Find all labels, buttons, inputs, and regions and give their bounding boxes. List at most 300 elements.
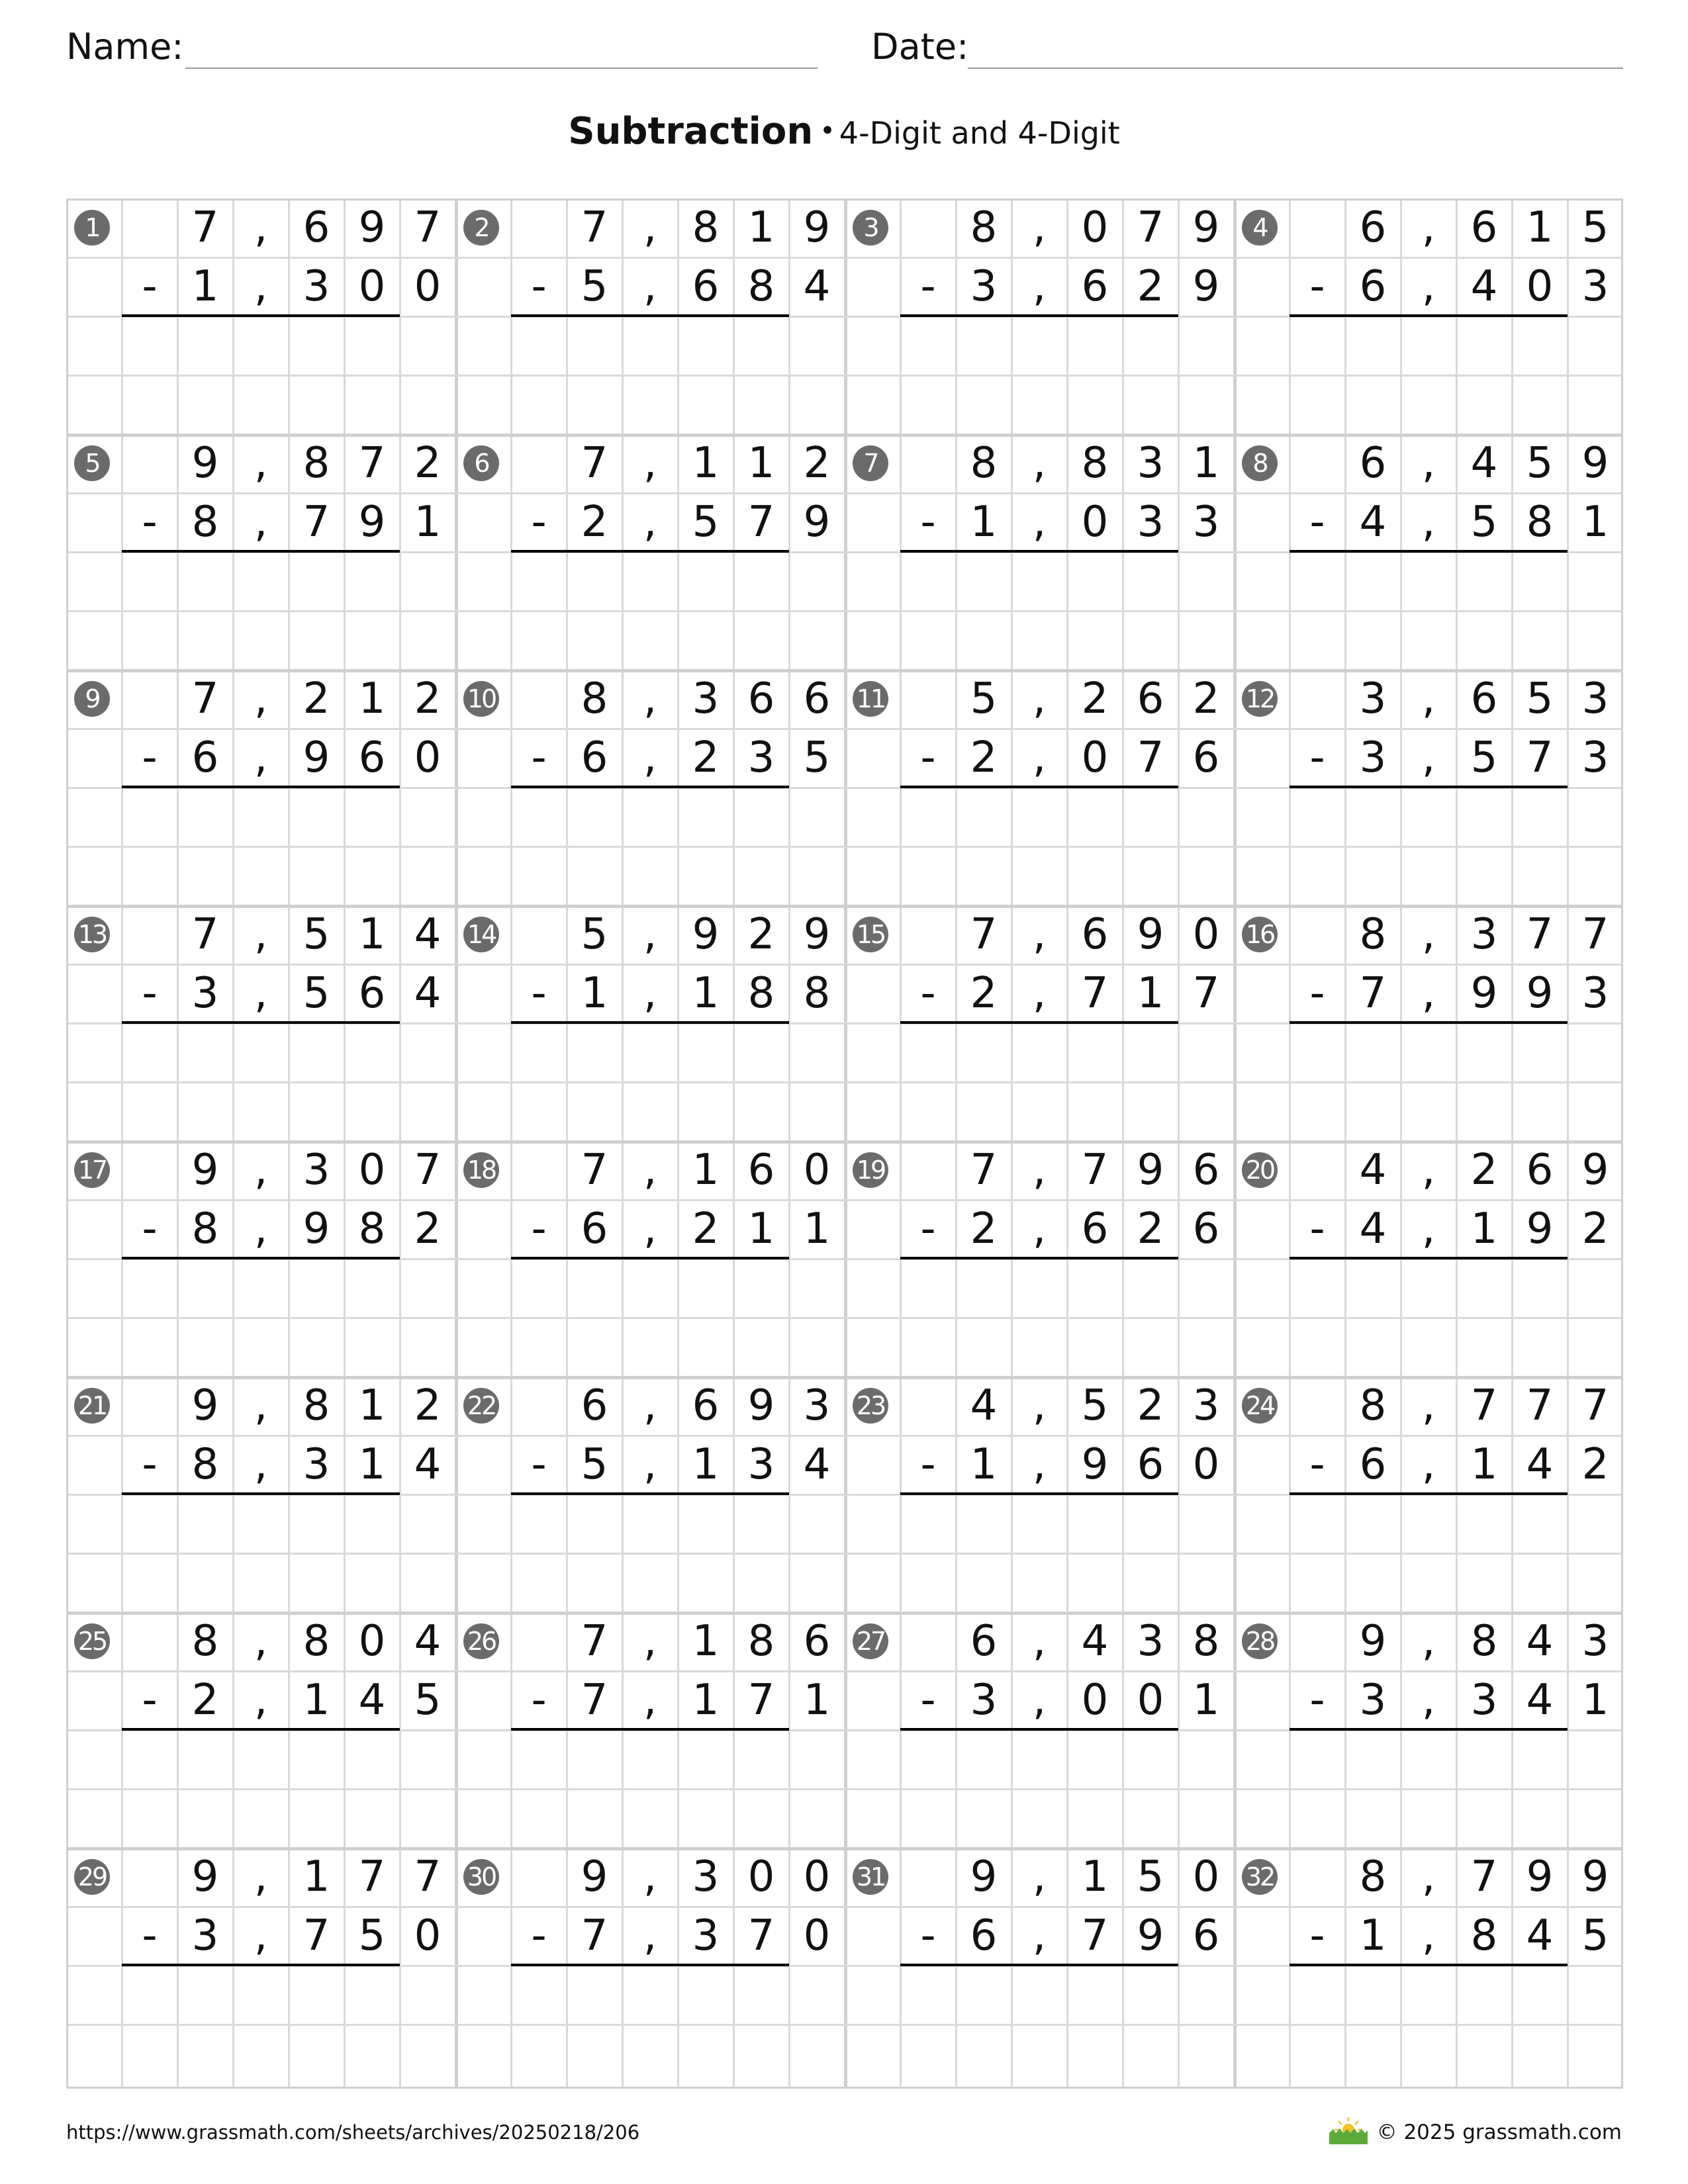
minuend-digit: 6 xyxy=(747,1146,775,1195)
subtrahend-digit: 6 xyxy=(1192,1911,1220,1960)
minuend-digit: 3 xyxy=(1581,674,1609,723)
minus-sign: - xyxy=(531,733,547,782)
minuend-digit: 5 xyxy=(303,910,330,959)
answer-area[interactable] xyxy=(122,846,400,905)
minuend-digit: 6 xyxy=(1137,674,1164,723)
minuend-digit: 3 xyxy=(303,1146,330,1195)
minuend-digit: 6 xyxy=(581,1381,608,1430)
answer-area[interactable] xyxy=(122,375,400,434)
answer-area[interactable] xyxy=(1289,1494,1568,1553)
problem-number-badge: 23 xyxy=(853,1388,888,1424)
subtrahend-digit: , xyxy=(1421,262,1436,311)
subtrahend-digit: 1 xyxy=(358,1440,386,1489)
minuend-digit: 1 xyxy=(747,203,775,252)
answer-area[interactable] xyxy=(900,788,1178,846)
subtrahend-digit: 3 xyxy=(1192,498,1220,547)
subtrahend-digit: 4 xyxy=(358,1676,386,1725)
answer-area[interactable] xyxy=(122,1966,400,2025)
minuend-digit: , xyxy=(254,1146,268,1195)
subtrahend-digit: 2 xyxy=(414,1205,442,1253)
minuend-digit: 7 xyxy=(1526,1381,1554,1430)
problem-number-badge: 5 xyxy=(74,445,110,481)
subtrahend-digit: , xyxy=(1032,969,1047,1018)
minuend-digit: , xyxy=(254,1617,268,1666)
subtrahend-digit: , xyxy=(1032,1205,1047,1253)
subtrahend-digit: , xyxy=(1032,1676,1047,1725)
answer-area[interactable] xyxy=(511,1494,789,1553)
minuend-digit: , xyxy=(1032,1852,1047,1901)
answer-area[interactable] xyxy=(900,1966,1178,2025)
minuend-digit: 1 xyxy=(692,1146,720,1195)
subtrahend-digit: , xyxy=(1421,498,1436,547)
subtrahend-digit: 5 xyxy=(1470,498,1498,547)
minuend-digit: , xyxy=(1421,1617,1436,1666)
answer-area[interactable] xyxy=(122,1789,400,1848)
minuend-digit: 7 xyxy=(581,1617,608,1666)
minuend-digit: , xyxy=(1032,1617,1047,1666)
problem-number-badge: 13 xyxy=(74,917,110,952)
subtrahend-digit: 2 xyxy=(1581,1205,1609,1253)
subtrahend-digit: 3 xyxy=(970,1676,998,1725)
minuend-digit: 9 xyxy=(1137,1146,1164,1195)
subtrahend-digit: 8 xyxy=(747,969,775,1018)
minus-sign: - xyxy=(142,733,158,782)
problem-grid xyxy=(66,199,1623,2089)
minuend-digit: 9 xyxy=(1581,1852,1609,1901)
minuend-digit: 9 xyxy=(191,1381,219,1430)
minus-sign: - xyxy=(142,1205,158,1253)
subtrahend-digit: 8 xyxy=(191,1205,219,1253)
subtrahend-digit: 8 xyxy=(1470,1911,1498,1960)
answer-area[interactable] xyxy=(900,552,1178,611)
subtrahend-digit: , xyxy=(643,733,657,782)
minuend-digit: 6 xyxy=(1470,674,1498,723)
minuend-digit: , xyxy=(254,674,268,723)
subtrahend-digit: 8 xyxy=(747,262,775,311)
problem-number-badge: 12 xyxy=(1242,681,1278,717)
subtrahend-digit: 5 xyxy=(803,733,831,782)
minuend-digit: 3 xyxy=(803,1381,831,1430)
answer-area[interactable] xyxy=(900,2025,1178,2083)
title-separator: • xyxy=(820,116,835,146)
answer-area[interactable] xyxy=(1289,1553,1568,1612)
subtrahend-digit: 0 xyxy=(1526,262,1554,311)
answer-area[interactable] xyxy=(122,1318,400,1377)
subtrahend-digit: , xyxy=(254,498,268,547)
answer-area[interactable] xyxy=(511,1023,789,1082)
subtrahend-digit: 0 xyxy=(1192,1440,1220,1489)
problem-number-badge: 22 xyxy=(463,1388,499,1424)
subtrahend-digit: , xyxy=(1032,1440,1047,1489)
minuend-digit: 7 xyxy=(581,1146,608,1195)
minuend-digit: 9 xyxy=(747,1381,775,1430)
answer-area[interactable] xyxy=(511,1553,789,1612)
answer-area[interactable] xyxy=(511,846,789,905)
minuend-digit: 0 xyxy=(747,1852,775,1901)
answer-area[interactable] xyxy=(900,846,1178,905)
subtrahend-digit: 7 xyxy=(581,1911,608,1960)
minuend-digit: 1 xyxy=(1526,203,1554,252)
subtrahend-digit: 5 xyxy=(581,1440,608,1489)
subtrahend-digit: 3 xyxy=(970,262,998,311)
subtrahend-digit: 2 xyxy=(970,1205,998,1253)
subtrahend-digit: 7 xyxy=(303,1911,330,1960)
title-subtitle: 4-Digit and 4-Digit xyxy=(839,115,1120,151)
answer-area[interactable] xyxy=(122,1023,400,1082)
answer-area[interactable] xyxy=(900,316,1178,375)
subtrahend-digit: 9 xyxy=(303,733,330,782)
minuend-digit: 7 xyxy=(1137,203,1164,252)
subtrahend-digit: 4 xyxy=(1470,262,1498,311)
minuend-digit: , xyxy=(254,1381,268,1430)
answer-area[interactable] xyxy=(122,1259,400,1318)
subtrahend-digit: 6 xyxy=(358,733,386,782)
subtrahend-digit: 9 xyxy=(1526,969,1554,1018)
subtrahend-digit: 8 xyxy=(191,1440,219,1489)
answer-area[interactable] xyxy=(900,1494,1178,1553)
subtrahend-digit: , xyxy=(254,969,268,1018)
minuend-digit: 0 xyxy=(1192,1852,1220,1901)
subtrahend-digit: , xyxy=(254,262,268,311)
answer-area[interactable] xyxy=(511,1789,789,1848)
subtrahend-digit: 1 xyxy=(414,498,442,547)
minuend-digit: 8 xyxy=(303,1617,330,1666)
subtrahend-digit: 1 xyxy=(1137,969,1164,1018)
minuend-digit: , xyxy=(1032,1146,1047,1195)
subtrahend-digit: 5 xyxy=(1470,733,1498,782)
subtrahend-digit: , xyxy=(1421,1911,1436,1960)
subtrahend-digit: , xyxy=(254,1911,268,1960)
minus-sign: - xyxy=(920,262,936,311)
minuend-digit: 9 xyxy=(581,1852,608,1901)
subtrahend-digit: 7 xyxy=(1192,969,1220,1018)
minuend-digit: , xyxy=(643,1146,657,1195)
minuend-digit: 5 xyxy=(1581,203,1609,252)
minuend-digit: 0 xyxy=(1081,203,1109,252)
minus-sign: - xyxy=(531,1911,547,1960)
minuend-digit: , xyxy=(1421,203,1436,252)
subtrahend-digit: 9 xyxy=(803,498,831,547)
answer-area[interactable] xyxy=(1289,1082,1568,1141)
minuend-digit: 4 xyxy=(414,910,442,959)
subtrahend-digit: , xyxy=(643,1440,657,1489)
subtrahend-digit: 1 xyxy=(191,262,219,311)
subtrahend-digit: 4 xyxy=(1359,1205,1387,1253)
subtrahend-digit: 0 xyxy=(1081,733,1109,782)
subtrahend-digit: 6 xyxy=(1192,733,1220,782)
answer-area[interactable] xyxy=(1289,788,1568,846)
minuend-digit: 8 xyxy=(1359,1852,1387,1901)
minuend-digit: 9 xyxy=(803,910,831,959)
minuend-digit: 2 xyxy=(414,439,442,488)
name-line[interactable] xyxy=(185,68,818,69)
subtrahend-digit: 1 xyxy=(970,1440,998,1489)
minuend-digit: , xyxy=(1032,910,1047,959)
minuend-digit: 0 xyxy=(803,1852,831,1901)
minuend-digit: 9 xyxy=(1581,1146,1609,1195)
subtrahend-digit: , xyxy=(1421,1205,1436,1253)
subtrahend-digit: 0 xyxy=(414,1911,442,1960)
answer-area[interactable] xyxy=(1289,552,1568,611)
minuend-digit: 6 xyxy=(747,674,775,723)
minuend-digit: 6 xyxy=(803,674,831,723)
answer-area[interactable] xyxy=(122,552,400,611)
minuend-digit: 3 xyxy=(1470,910,1498,959)
subtrahend-digit: 5 xyxy=(1581,1911,1609,1960)
subtrahend-digit: 3 xyxy=(1581,262,1609,311)
subtrahend-digit: , xyxy=(254,1205,268,1253)
subtrahend-digit: 3 xyxy=(1359,1676,1387,1725)
answer-area[interactable] xyxy=(1289,375,1568,434)
minuend-digit: 1 xyxy=(747,439,775,488)
minuend-digit: , xyxy=(643,674,657,723)
minuend-digit: 1 xyxy=(1192,439,1220,488)
minus-sign: - xyxy=(920,1205,936,1253)
minuend-digit: 8 xyxy=(1470,1617,1498,1666)
subtrahend-digit: , xyxy=(1421,1676,1436,1725)
problem-number-badge: 26 xyxy=(463,1623,499,1659)
minuend-digit: 8 xyxy=(1192,1617,1220,1666)
minus-sign: - xyxy=(531,262,547,311)
subtrahend-digit: 1 xyxy=(1581,498,1609,547)
minuend-digit: , xyxy=(1421,439,1436,488)
answer-area[interactable] xyxy=(900,1553,1178,1612)
answer-area[interactable] xyxy=(1289,2025,1568,2083)
answer-area[interactable] xyxy=(900,611,1178,670)
problem-number-badge: 14 xyxy=(463,917,499,952)
subtrahend-digit: , xyxy=(1421,733,1436,782)
answer-area[interactable] xyxy=(511,1966,789,2025)
subtrahend-digit: 3 xyxy=(303,1440,330,1489)
date-line[interactable] xyxy=(968,68,1623,69)
answer-area[interactable] xyxy=(122,788,400,846)
minus-sign: - xyxy=(1309,1205,1325,1253)
subtrahend-digit: 4 xyxy=(414,969,442,1018)
minuend-digit: , xyxy=(254,203,268,252)
answer-area[interactable] xyxy=(900,1789,1178,1848)
minuend-digit: , xyxy=(1032,203,1047,252)
answer-area[interactable] xyxy=(511,1259,789,1318)
minuend-digit: , xyxy=(1421,1381,1436,1430)
minus-sign: - xyxy=(920,1676,936,1725)
problem-number-badge: 29 xyxy=(74,1859,110,1895)
minus-sign: - xyxy=(1309,498,1325,547)
subtrahend-digit: 5 xyxy=(414,1676,442,1725)
subtrahend-digit: 1 xyxy=(692,1440,720,1489)
subtrahend-digit: 2 xyxy=(1137,262,1164,311)
subtrahend-digit: 0 xyxy=(1137,1676,1164,1725)
subtrahend-digit: , xyxy=(1032,1911,1047,1960)
problem-number-badge: 30 xyxy=(463,1859,499,1895)
minuend-digit: 4 xyxy=(1081,1617,1109,1666)
minuend-digit: 9 xyxy=(358,203,386,252)
minus-sign: - xyxy=(531,1205,547,1253)
subtrahend-digit: 1 xyxy=(803,1676,831,1725)
title-main: Subtraction xyxy=(568,110,814,153)
subtrahend-digit: 2 xyxy=(692,1205,720,1253)
answer-area[interactable] xyxy=(511,611,789,670)
answer-area[interactable] xyxy=(900,1023,1178,1082)
minuend-digit: , xyxy=(643,439,657,488)
problem-number-badge: 20 xyxy=(1242,1152,1278,1188)
answer-area[interactable] xyxy=(122,611,400,670)
minuend-digit: , xyxy=(643,910,657,959)
answer-area[interactable] xyxy=(900,1259,1178,1318)
minuend-digit: 0 xyxy=(803,1146,831,1195)
answer-area[interactable] xyxy=(511,2025,789,2083)
minuend-digit: , xyxy=(1421,674,1436,723)
subtrahend-digit: 9 xyxy=(1470,969,1498,1018)
footer-url[interactable]: https://www.grassmath.com/sheets/archives/20250218/206 xyxy=(66,2121,640,2144)
subtrahend-digit: 4 xyxy=(1526,1440,1554,1489)
minuend-digit: 7 xyxy=(581,203,608,252)
minus-sign: - xyxy=(142,262,158,311)
minus-sign: - xyxy=(531,498,547,547)
answer-area[interactable] xyxy=(1289,1966,1568,2025)
subtrahend-digit: , xyxy=(643,1911,657,1960)
minuend-digit: 1 xyxy=(358,674,386,723)
minuend-digit: 3 xyxy=(1359,674,1387,723)
subtrahend-digit: 2 xyxy=(581,498,608,547)
subtrahend-digit: 1 xyxy=(581,969,608,1018)
answer-area[interactable] xyxy=(1289,1259,1568,1318)
answer-area[interactable] xyxy=(900,1082,1178,1141)
answer-area[interactable] xyxy=(511,316,789,375)
subtrahend-digit: 8 xyxy=(803,969,831,1018)
minuend-digit: 2 xyxy=(1137,1381,1164,1430)
subtrahend-digit: 2 xyxy=(970,733,998,782)
minuend-digit: 9 xyxy=(1526,1852,1554,1901)
subtrahend-digit: 1 xyxy=(1192,1676,1220,1725)
answer-area[interactable] xyxy=(122,1730,400,1789)
subtrahend-digit: 1 xyxy=(747,1205,775,1253)
answer-area[interactable] xyxy=(122,2025,400,2083)
subtrahend-digit: 1 xyxy=(1359,1911,1387,1960)
subtrahend-digit: 7 xyxy=(747,498,775,547)
minus-sign: - xyxy=(1309,1440,1325,1489)
subtrahend-digit: 5 xyxy=(358,1911,386,1960)
answer-area[interactable] xyxy=(511,552,789,611)
answer-area[interactable] xyxy=(511,1318,789,1377)
answer-area[interactable] xyxy=(1289,1023,1568,1082)
minuend-digit: 8 xyxy=(692,203,720,252)
problem-number-badge: 6 xyxy=(463,445,499,481)
minuend-digit: , xyxy=(643,1617,657,1666)
minuend-digit: 2 xyxy=(414,1381,442,1430)
minuend-digit: 1 xyxy=(303,1852,330,1901)
minuend-digit: , xyxy=(254,439,268,488)
minuend-digit: 5 xyxy=(1137,1852,1164,1901)
subtrahend-digit: 2 xyxy=(1581,1440,1609,1489)
subtrahend-digit: 6 xyxy=(191,733,219,782)
minuend-digit: , xyxy=(643,1381,657,1430)
answer-area[interactable] xyxy=(1289,611,1568,670)
subtrahend-digit: 3 xyxy=(1470,1676,1498,1725)
answer-area[interactable] xyxy=(900,1730,1178,1789)
minuend-digit: 9 xyxy=(803,203,831,252)
minus-sign: - xyxy=(1309,262,1325,311)
minus-sign: - xyxy=(920,733,936,782)
subtrahend-digit: 7 xyxy=(1526,733,1554,782)
minuend-digit: 0 xyxy=(358,1146,386,1195)
subtrahend-digit: 7 xyxy=(1081,1911,1109,1960)
subtrahend-digit: 6 xyxy=(1359,1440,1387,1489)
minus-sign: - xyxy=(920,1911,936,1960)
minuend-digit: 8 xyxy=(303,1381,330,1430)
answer-area[interactable] xyxy=(1289,1730,1568,1789)
minuend-digit: 9 xyxy=(191,1146,219,1195)
minuend-digit: 4 xyxy=(1359,1146,1387,1195)
problem-number-badge: 28 xyxy=(1242,1623,1278,1659)
answer-area[interactable] xyxy=(511,788,789,846)
minuend-digit: 3 xyxy=(1137,439,1164,488)
answer-area[interactable] xyxy=(122,1553,400,1612)
minuend-digit: 4 xyxy=(1470,439,1498,488)
minuend-digit: 6 xyxy=(692,1381,720,1430)
answer-area[interactable] xyxy=(1289,316,1568,375)
problem-number-badge: 2 xyxy=(463,210,499,246)
subtrahend-digit: 9 xyxy=(1526,1205,1554,1253)
minuend-digit: 7 xyxy=(1581,1381,1609,1430)
minuend-digit: 7 xyxy=(1470,1381,1498,1430)
subtrahend-digit: , xyxy=(1032,733,1047,782)
problem-number-badge: 4 xyxy=(1242,210,1278,246)
minus-sign: - xyxy=(1309,1676,1325,1725)
footer-copyright: © 2025 grassmath.com xyxy=(1376,2120,1622,2144)
worksheet-title xyxy=(0,105,1688,167)
minuend-digit: 5 xyxy=(581,910,608,959)
minuend-digit: , xyxy=(1421,1146,1436,1195)
subtrahend-digit: 1 xyxy=(803,1205,831,1253)
answer-area[interactable] xyxy=(511,375,789,434)
name-label: Name: xyxy=(66,26,184,68)
minuend-digit: 2 xyxy=(803,439,831,488)
minus-sign: - xyxy=(531,1676,547,1725)
minuend-digit: , xyxy=(254,910,268,959)
minuend-digit: 8 xyxy=(970,439,998,488)
minus-sign: - xyxy=(142,1911,158,1960)
minuend-digit: 2 xyxy=(1081,674,1109,723)
problem-number-badge: 17 xyxy=(74,1152,110,1188)
answer-area[interactable] xyxy=(900,1318,1178,1377)
answer-area[interactable] xyxy=(1289,846,1568,905)
subtrahend-digit: , xyxy=(1421,1440,1436,1489)
subtrahend-digit: 3 xyxy=(303,262,330,311)
answer-area[interactable] xyxy=(1289,1318,1568,1377)
answer-area[interactable] xyxy=(122,1494,400,1553)
minuend-digit: 1 xyxy=(1081,1852,1109,1901)
subtrahend-digit: 0 xyxy=(1081,498,1109,547)
minuend-digit: 7 xyxy=(970,1146,998,1195)
answer-area[interactable] xyxy=(900,375,1178,434)
minuend-digit: 4 xyxy=(970,1381,998,1430)
minuend-digit: 6 xyxy=(1192,1146,1220,1195)
answer-area[interactable] xyxy=(1289,1789,1568,1848)
subtrahend-digit: 5 xyxy=(303,969,330,1018)
answer-area[interactable] xyxy=(511,1082,789,1141)
problem-number-badge: 9 xyxy=(74,681,110,717)
subtrahend-digit: 6 xyxy=(358,969,386,1018)
subtrahend-digit: 1 xyxy=(303,1676,330,1725)
minuend-digit: 3 xyxy=(1137,1617,1164,1666)
subtrahend-digit: 6 xyxy=(692,262,720,311)
subtrahend-digit: 3 xyxy=(191,969,219,1018)
answer-area[interactable] xyxy=(122,1082,400,1141)
minuend-digit: 6 xyxy=(1081,910,1109,959)
answer-area[interactable] xyxy=(511,1730,789,1789)
answer-area[interactable] xyxy=(122,316,400,375)
minuend-digit: 9 xyxy=(1359,1617,1387,1666)
